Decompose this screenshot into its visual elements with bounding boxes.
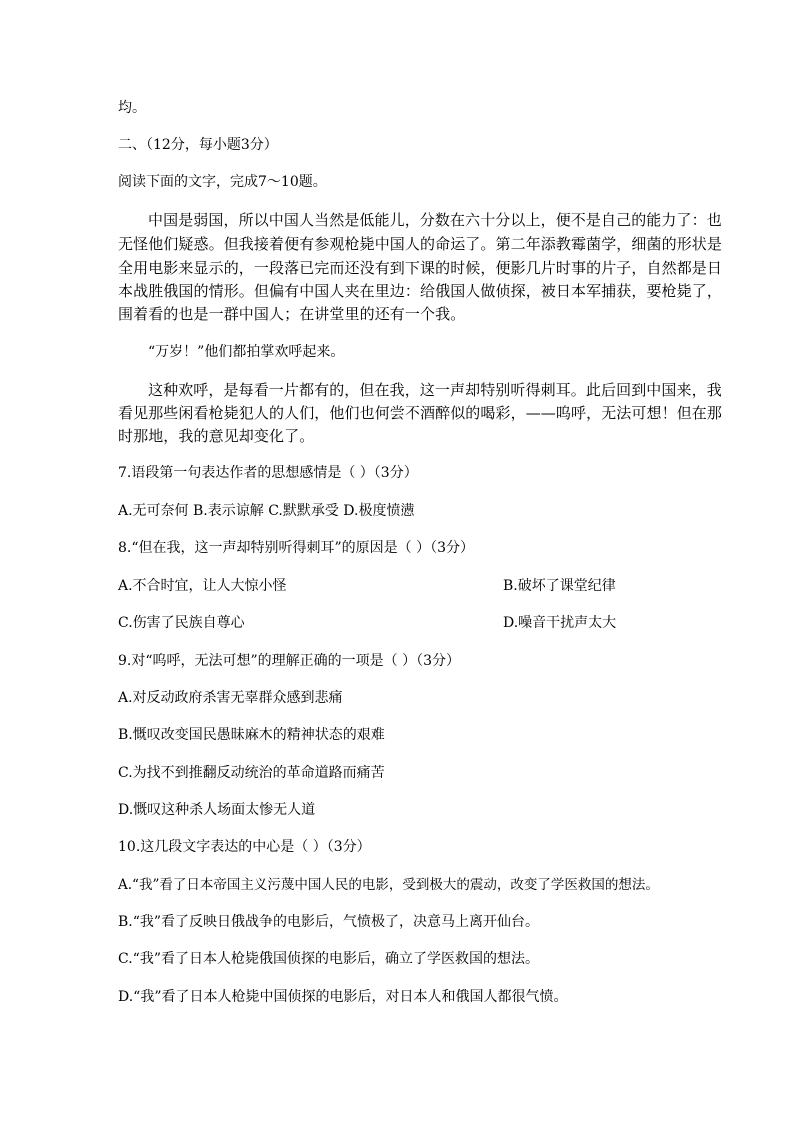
question-8-options-row1 — [118, 576, 678, 596]
question-10-option-b: B.“我”看了反映日俄战争的电影后，气愤极了，决意马上离开仙台。 — [118, 914, 540, 930]
passage-p2: “万岁！”他们都拍掌欢呼起来。 — [148, 344, 345, 360]
question-9-option-a: A.对反动政府杀害无辜群众感到悲痛 — [118, 690, 343, 706]
question-7-stem: 7.语段第一句表达作者的思想感情是（ ）（3分） — [118, 465, 418, 481]
question-9-option-b: B.慨叹改变国民愚昧麻木的精神状态的艰难 — [118, 727, 385, 743]
question-7-options: A.无可奈何 B.表示谅解 C.默默承受 D.极度愤懑 — [118, 503, 415, 519]
question-8-stem: 8.“但在我，这一声却特别听得刺耳”的原因是（ ）（3分） — [118, 540, 475, 556]
passage-p1-line1: 中国是弱国，所以中国人当然是低能儿，分数在六十分以上，便不是自己的能力了：也 — [148, 211, 722, 229]
question-8-option-c: C.伤害了民族自尊心 — [118, 615, 245, 631]
passage-p1-line4: 本战胜俄国的情形。但偏有中国人夹在里边：给俄国人做侦探，被日本军捕获，要枪毙了， — [118, 282, 723, 300]
continuation-text: 均。 — [118, 100, 146, 116]
question-9-option-c: C.为找不到推翻反动统治的革命道路而痛苦 — [118, 765, 385, 781]
question-10-option-c: C.“我”看了日本人枪毙俄国侦探的电影后，确立了学医救国的想法。 — [118, 951, 539, 967]
question-9-option-d: D.慨叹这种杀人场面太惨无人道 — [118, 802, 316, 818]
passage-p1-line2: 无怪他们疑惑。但我接着便有参观枪毙中国人的命运了。第二年添教霉菌学，细菌的形状是 — [118, 235, 723, 253]
question-8-option-b: B.破坏了课堂纪律 — [503, 578, 616, 594]
reading-instruction: 阅读下面的文字，完成7～10题。 — [118, 174, 327, 190]
passage-p3-line2: 看见那些闲看枪毙犯人的人们，他们也何尝不酒醉似的喝彩，——呜呼，无法可想！但在那 — [118, 404, 723, 422]
question-8-options-row2 — [118, 613, 678, 633]
question-8-option-a: A.不合时宜，让人大惊小怪 — [118, 578, 287, 594]
question-10-option-d: D.“我”看了日本人枪毙中国侦探的电影后，对日本人和俄国人都很气愤。 — [118, 989, 568, 1005]
passage-p1-line3: 全用电影来显示的，一段落已完而还没有到下课的时候，便影几片时事的片子，自然都是日 — [118, 259, 723, 277]
passage-p3-line1: 这种欢呼，是每看一片都有的，但在我，这一声却特别听得刺耳。此后回到中国来，我 — [148, 381, 722, 399]
question-9-stem: 9.对“呜呼，无法可想”的理解正确的一项是（ ）（3分） — [118, 653, 461, 669]
section-title: 二、（12分，每小题3分） — [118, 137, 278, 153]
question-8-option-d: D.噪音干扰声太大 — [503, 615, 617, 631]
passage-p1-line5: 围着看的也是一群中国人；在讲堂里的还有一个我。 — [118, 305, 466, 323]
question-10-option-a: A.“我”看了日本帝国主义污蔑中国人民的电影，受到极大的震动，改变了学医救国的想法。 — [118, 877, 659, 893]
question-10-stem: 10.这几段文字表达的中心是（ ）（3分） — [118, 839, 371, 855]
passage-p3-line3: 时那地，我的意见却变化了。 — [118, 427, 315, 445]
